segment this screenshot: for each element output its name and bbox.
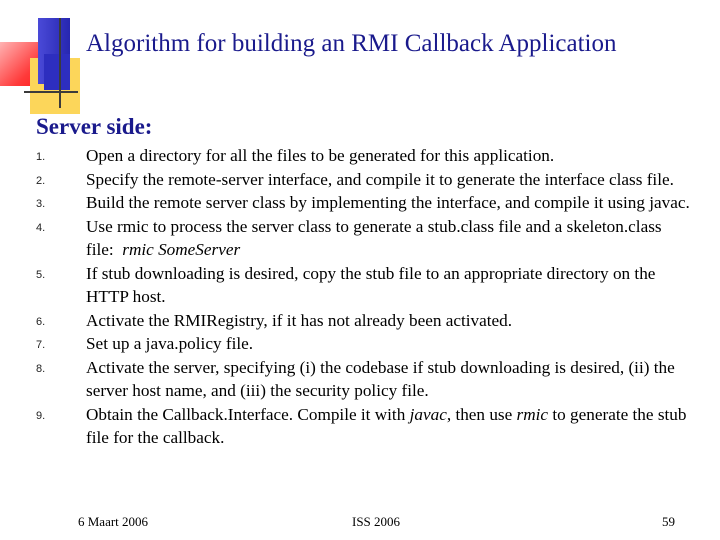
step-number: 3. xyxy=(36,198,46,210)
step-text: If stub downloading is desired, copy the stub file to an appropriate directory on the HTTP host. xyxy=(86,263,656,306)
step-text: Activate the server, specifying (i) the codebase if stub downloading is desired, (ii) the server host name, and (iii) the security policy file. xyxy=(86,357,675,400)
step-text xyxy=(86,215,694,262)
step-number: 2. xyxy=(36,174,46,187)
decor-horizontal-line xyxy=(24,91,78,93)
step-text: Open a directory for all the files to be generated for this application. xyxy=(86,146,555,165)
step-text-plain: to generate the stub file for the callback. xyxy=(86,404,687,447)
step-text: Build the remote server class by implementing the interface, and compile it using javac. xyxy=(86,193,690,212)
step-item xyxy=(0,403,720,450)
step-item xyxy=(0,332,720,356)
section-heading: Server side: xyxy=(36,114,153,139)
step-text-plain: Obtain the Callback.Interface. Compile it with xyxy=(86,404,406,424)
step-item xyxy=(0,262,720,309)
step-command: rmic xyxy=(516,404,549,424)
step-item xyxy=(0,168,720,192)
step-number: 4. xyxy=(36,221,46,234)
slide-title: Algorithm for building an RMI Callback Application xyxy=(86,30,617,57)
step-text xyxy=(86,403,694,450)
step-command: javac xyxy=(409,404,447,424)
footer-page-number: 59 xyxy=(662,514,675,529)
step-text: Set up a java.policy file. xyxy=(86,334,254,353)
step-item xyxy=(0,215,720,262)
step-number: 5. xyxy=(36,268,46,281)
step-text: Specify the remote-server interface, and compile it to generate the interface class file. xyxy=(86,169,674,189)
decor-vertical-line xyxy=(59,18,61,108)
step-item xyxy=(0,356,720,403)
step-number: 7. xyxy=(36,339,46,351)
step-text: Activate the RMIRegistry, if it has not already been activated. xyxy=(86,310,513,330)
step-item xyxy=(0,191,720,215)
step-command: rmic SomeServer xyxy=(122,240,241,259)
decor-dark-blue-square xyxy=(44,54,70,90)
step-item xyxy=(0,309,720,333)
step-number: 6. xyxy=(36,315,46,328)
step-number: 9. xyxy=(36,409,46,422)
footer-center: ISS 2006 xyxy=(352,514,401,529)
steps-list xyxy=(0,144,720,450)
step-item xyxy=(0,144,720,168)
step-text-plain: Use rmic to process the server class to generate a stub.class file and a skeleton.class file: xyxy=(86,216,662,259)
step-number: 8. xyxy=(36,362,46,375)
footer-date: 6 Maart 2006 xyxy=(78,514,149,529)
step-number: 1. xyxy=(36,151,46,163)
step-text-plain: , then use xyxy=(446,404,513,424)
